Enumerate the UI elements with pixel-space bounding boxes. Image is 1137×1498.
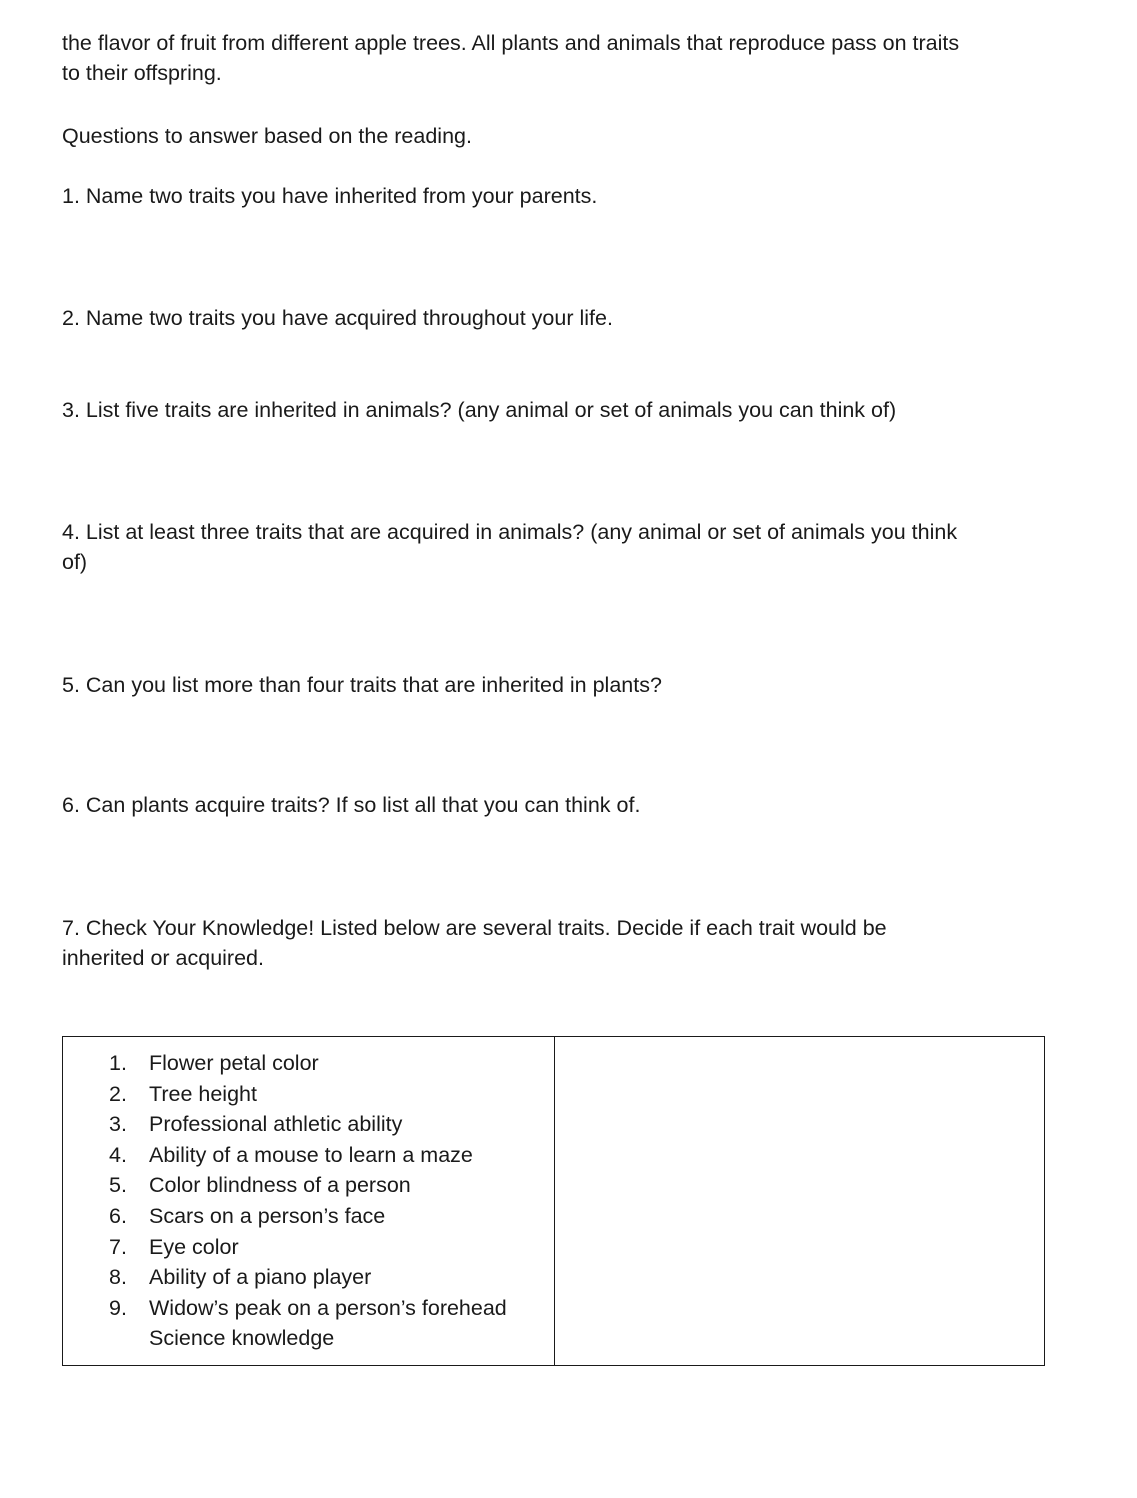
trait-label: Flower petal color	[149, 1051, 319, 1075]
traits-table-row	[63, 1037, 1045, 1366]
trait-label: Ability of a piano player	[149, 1265, 372, 1290]
trait-label: Color blindness of a person	[149, 1173, 411, 1198]
trait-number: 2.	[109, 1081, 127, 1106]
trait-label: Ability of a mouse to learn a maze	[149, 1142, 473, 1167]
question-4-line-1: 4. List at least three traits that are acquired in animals? (any animal or set of animals you think	[62, 520, 958, 544]
trait-label: Tree height	[149, 1081, 257, 1106]
trait-item	[63, 1232, 554, 1263]
trait-item	[63, 1323, 554, 1354]
trait-number: 5.	[109, 1173, 127, 1198]
trait-number: 8.	[109, 1265, 127, 1290]
question-1: 1. Name two traits you have inherited from your parents.	[62, 184, 598, 208]
question-7-line-1: 7. Check Your Knowledge! Listed below are several traits. Decide if each trait would be	[62, 916, 887, 940]
trait-item	[63, 1293, 554, 1324]
trait-label: Science knowledge	[149, 1326, 335, 1351]
traits-list	[63, 1037, 554, 1354]
trait-item	[63, 1201, 554, 1232]
trait-number: 6.	[109, 1203, 127, 1228]
question-6: 6. Can plants acquire traits? If so list all that you can think of.	[62, 793, 641, 817]
trait-number: 1.	[109, 1051, 127, 1075]
traits-table	[62, 1036, 1045, 1366]
trait-item	[63, 1262, 554, 1293]
trait-item	[63, 1170, 554, 1201]
question-4-line-2: of)	[62, 550, 88, 574]
trait-item	[63, 1109, 554, 1140]
answer-cell[interactable]	[555, 1037, 1045, 1366]
question-7-line-2: inherited or acquired.	[62, 946, 264, 970]
question-7	[62, 913, 1052, 973]
question-2: 2. Name two traits you have acquired throughout your life.	[62, 306, 613, 330]
trait-number: 9.	[109, 1295, 127, 1320]
trait-number: 3.	[109, 1112, 127, 1137]
trait-label: Professional athletic ability	[149, 1112, 403, 1137]
intro-paragraph	[62, 28, 1052, 88]
trait-label: Widow’s peak on a person’s forehead	[149, 1295, 507, 1320]
traits-list-cell	[63, 1037, 555, 1366]
question-3: 3. List five traits are inherited in animals? (any animal or set of animals you can think of)	[62, 398, 897, 422]
trait-item	[63, 1079, 554, 1110]
question-5: 5. Can you list more than four traits that are inherited in plants?	[62, 673, 662, 697]
trait-number: 7.	[109, 1234, 127, 1259]
question-4	[62, 517, 1052, 577]
intro-line-1: the flavor of fruit from different apple trees. All plants and animals that reproduce pass on traits	[62, 31, 960, 55]
trait-number: 4.	[109, 1142, 127, 1167]
trait-label: Scars on a person’s face	[149, 1203, 386, 1228]
trait-item	[63, 1048, 554, 1079]
trait-label: Eye color	[149, 1234, 239, 1259]
trait-item	[63, 1140, 554, 1171]
intro-line-2: to their offspring.	[62, 61, 222, 85]
questions-prompt: Questions to answer based on the reading.	[62, 124, 472, 148]
